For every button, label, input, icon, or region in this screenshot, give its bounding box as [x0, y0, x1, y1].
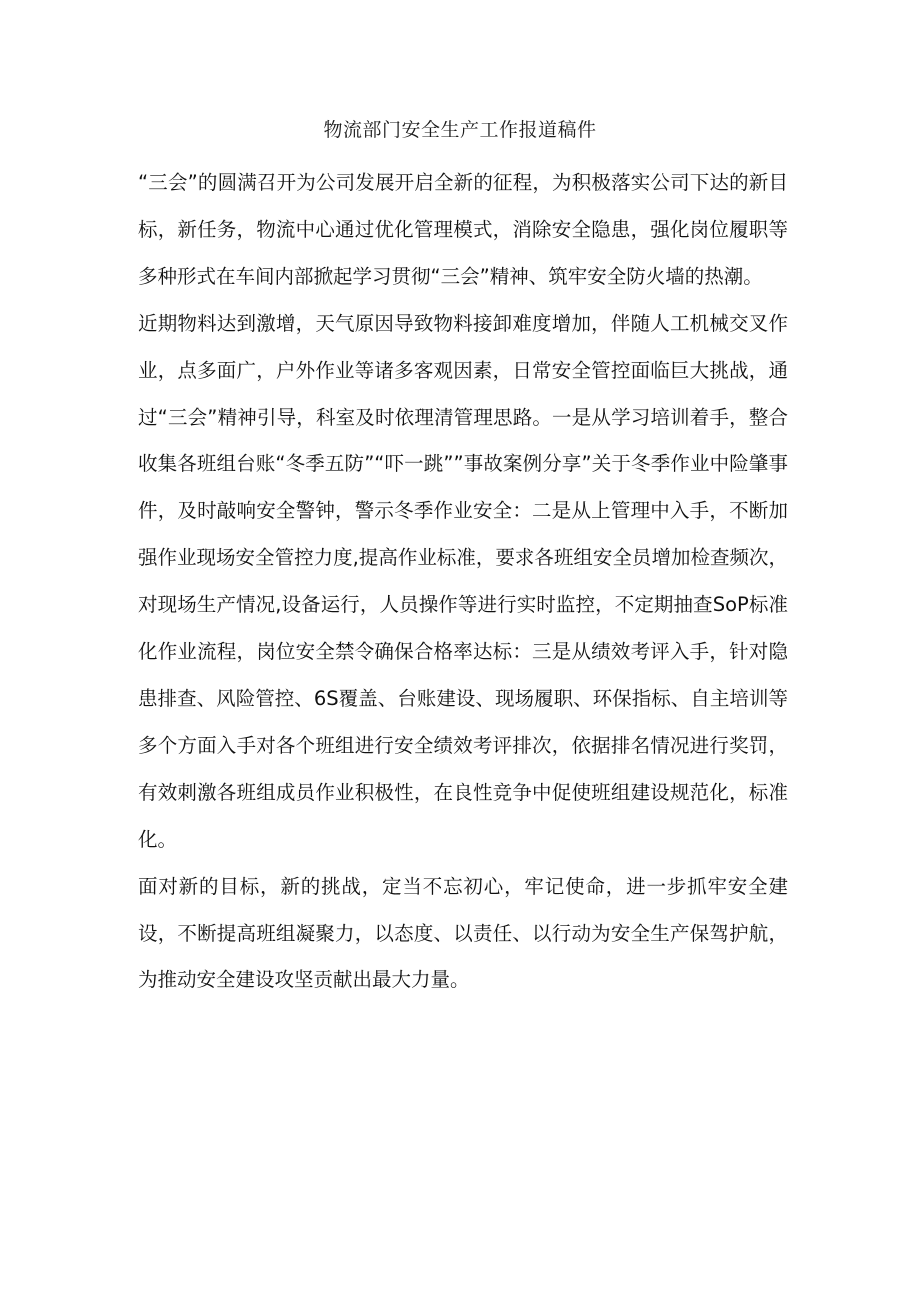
document-title: 物流部门安全生产工作报道稿件: [323, 119, 597, 141]
paragraph-1: “三会”的圆满召开为公司发展开启全新的征程，为积极落实公司下达的新目标，新任务，物流中心通过优化管理模式，消除安全隐患，强化岗位履职等多种形式在车间内部掀起学习贯彻“三会”精神、筑牢安全防火墙的热潮。: [138, 171, 788, 288]
document-body: [138, 160, 788, 1004]
paragraph-3: 面对新的目标，新的挑战，定当不忘初心，牢记使命，进一步抓牢安全建设，不断提高班组凝聚力，以态度、以责任、以行动为安全生产保驾护航，为推动安全建设攻坚贡献出最大力量。: [138, 874, 788, 992]
paragraph-2: 近期物料达到激增，天气原因导致物料接卸难度增加，伴随人工机械交叉作业，点多面广，户外作业等诸多客观因素，日常安全管控面临巨大挑战，通过“三会”精神引导，科室及时依理清管理思路。一是从学习培训着手，整合收集各班组台账“冬季五防”“吓一跳””事故案例分享”关于冬季作业中险肇事件，及时敲响安全警钟，警示冬季作业安全：二是从上管理中入手，不断加强作业现场安全管控力度,提高作业标准，要求各班组安全员增加检查频次，对现场生产情况,设备运行，人员操作等进行实时监控，不定期抽查SoP标准化作业流程，岗位安全禁令确保合格率达标：三是从绩效考评入手，针对隐患排查、风险管控、6S覆盖、台账建设、现场履职、环保指标、自主培训等多个方面入手对各个班组进行安全绩效考评排次，依据排名情况进行奖罚，有效刺激各班组成员作业积极性，在良性竞争中促使班组建设规范化，标准化。: [138, 311, 788, 851]
